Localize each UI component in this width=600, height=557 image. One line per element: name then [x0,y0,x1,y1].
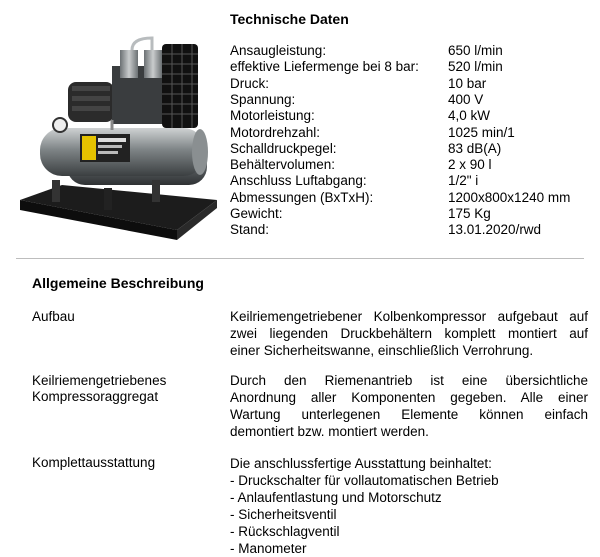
spec-row [230,59,595,75]
spec-value: 650 l/min [448,43,503,58]
section-label-aufbau [32,309,222,325]
section-divider [16,258,584,259]
spec-row [230,43,595,59]
section-label-line: Kompressoraggregat [32,389,159,404]
spec-label: Abmessungen (BxTxH): [230,189,374,205]
equipment-item: - Manometer [230,541,307,556]
spec-row [230,141,595,157]
text-line: Keilriemengetriebener Kolbenkompressor aufgebaut auf [230,309,588,324]
technical-data-heading: Technische Daten [230,11,349,27]
text-line: Anordnung aller Komponenten gegeben. Alle einer [230,390,588,405]
text-line: Durch den Riemenantrieb ist eine übersichtliche [230,373,588,388]
equipment-item: - Rückschlagventil [230,524,340,539]
spec-value: 520 l/min [448,59,503,75]
section-label-line: Keilriemengetriebenes [32,373,167,388]
text-line: einer Sicherheitswanne, einschließlich Verrohrung. [230,343,534,358]
spec-label: Schalldruckpegel: [230,140,337,156]
spec-row [230,92,595,108]
spec-label: Anschluss Luftabgang: [230,173,367,189]
spec-row [230,173,595,189]
spec-label: Ansaugleistung: [230,43,327,58]
spec-row [230,125,595,141]
section-label-line: Komplettausstattung [32,455,156,470]
spec-label: Behältervolumen: [230,157,336,173]
equipment-item: - Druckschalter für vollautomatischen Betrieb [230,473,499,488]
spec-value: 4,0 kW [448,108,491,124]
spec-row [230,222,595,238]
spec-value: 13.01.2020/rwd [448,222,542,238]
spec-value: 175 Kg [448,206,491,221]
spec-value: 1/2" i [448,173,479,189]
spec-label: Motorleistung: [230,108,315,124]
equipment-item: - Sicherheitsventil [230,507,337,522]
section-label-kompressoraggregat [32,373,222,405]
spec-value: 10 bar [448,75,487,91]
spec-label: effektive Liefermenge bei 8 bar: [230,59,419,75]
spec-row [230,190,595,206]
spec-label: Motordrehzahl: [230,124,321,140]
section-label-komplettausstattung [32,455,222,471]
spec-value: 1200x800x1240 mm [448,189,571,205]
spec-row [230,76,595,92]
text-line: Wartung unterlegenen Elemente können einfach [230,407,588,422]
compressor-product-image [12,30,222,245]
text-line: demontiert bzw. montiert werden. [230,424,429,439]
spec-row [230,108,595,124]
spec-label: Druck: [230,75,270,91]
spec-label: Gewicht: [230,206,283,221]
section-text-kompressoraggregat [230,372,588,440]
equipment-list [230,455,499,557]
equipment-item: - Anlaufentlastung und Motorschutz [230,490,442,505]
section-label-line: Aufbau [32,309,75,324]
spec-row [230,206,595,222]
spec-value: 83 dB(A) [448,140,502,156]
text-line: zwei liegenden Druckbehältern komplett montiert auf [230,326,588,341]
spec-row [230,157,595,173]
spec-label: Stand: [230,222,270,238]
spec-value: 400 V [448,91,484,107]
equipment-intro: Die anschlussfertige Ausstattung beinhaltet: [230,456,492,471]
section-text-aufbau [230,308,588,359]
spec-value: 2 x 90 l [448,157,492,173]
spec-label: Spannung: [230,91,296,107]
spec-value: 1025 min/1 [448,124,515,140]
general-description-heading: Allgemeine Beschreibung [32,275,204,291]
